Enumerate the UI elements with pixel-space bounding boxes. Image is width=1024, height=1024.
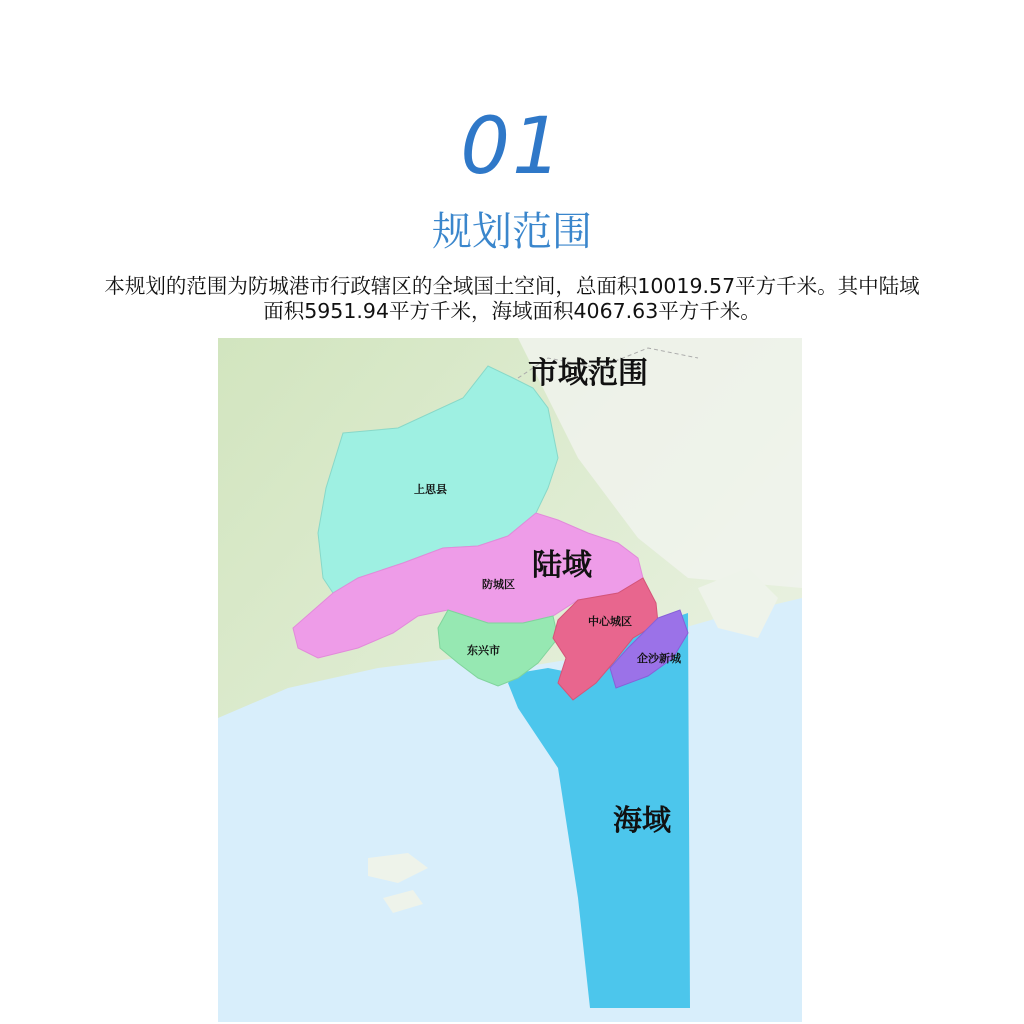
district-label-dongxing: 东兴市 (467, 644, 500, 657)
district-label-fangcheng: 防城区 (482, 578, 515, 591)
district-label-qisha: 企沙新城 (637, 652, 681, 665)
intro-paragraph (30, 274, 994, 324)
map-title: 市域范围 (528, 356, 648, 391)
district-label-zhongxin: 中心城区 (588, 615, 632, 628)
section-title: 规划范围 (432, 209, 592, 255)
land-zone-label: 陆域 (532, 548, 592, 583)
section-number: 01 (460, 102, 564, 192)
sea-zone-label: 海域 (613, 803, 672, 837)
district-label-shangsi: 上思县 (414, 483, 447, 496)
planning-area-map (218, 338, 802, 1022)
intro-line-2: 面积5951.94平方千米，海域面积4067.63平方千米。 (263, 299, 761, 323)
intro-line-1: 本规划的范围为防城港市行政辖区的全域国土空间，总面积10019.57平方千米。其中陆域 (104, 274, 920, 298)
map-canvas (218, 338, 802, 1022)
